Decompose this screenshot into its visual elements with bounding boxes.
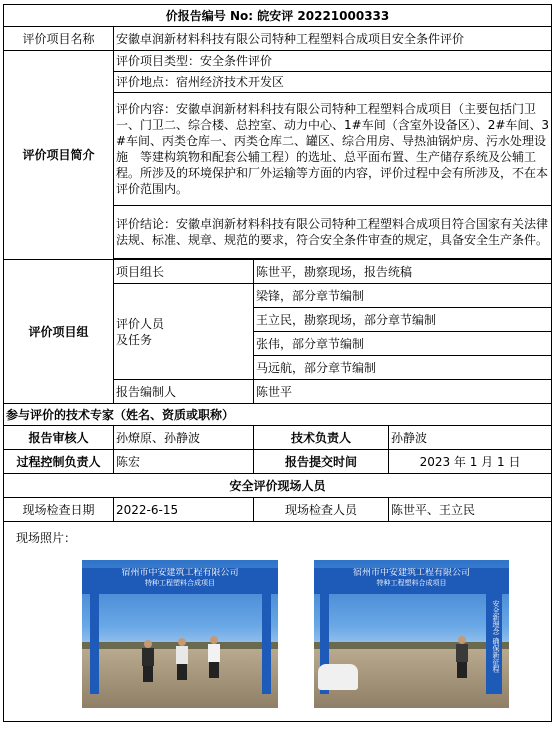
field-staff-header: 安全评价现场人员	[4, 474, 552, 498]
person-figure	[176, 638, 188, 680]
summary-content: 评价内容：安徽卓润新材料科技有限公司特种工程塑料合成项目（主要包括门卫一、门卫二、综合楼、总控室、动力中心、1#车间（含室外设备区）、2#车间、3#车间、丙类仓库一、丙类仓库二、罐区、综合用房、导热油锅炉房、污水处理设施 等建构筑物和配套公辅工程）的选址、总平面布置、生产储存系统及公辅工程。所涉及的环境保护和厂外运输等方面的内容，评价过程中会有所涉及，不在本评价范围内。	[114, 93, 552, 206]
tech-lead-label: 技术负责人	[254, 426, 389, 450]
gate-sign-line2: 特种工程塑料合成项目	[376, 579, 447, 587]
field-date-value: 2022-6-15	[114, 498, 254, 522]
person-figure	[208, 636, 220, 678]
process-control-value: 陈宏	[114, 450, 254, 474]
report-info-table	[3, 4, 552, 722]
summary-conclusion: 评价结论：安徽卓润新材料科技有限公司特种工程塑料合成项目符合国家有关法律法规、标准、规章、规范的要求，符合安全条件审查的规定，具备安全生产条件。	[114, 206, 552, 259]
side-slogan: 安全新理念 确保新征程	[492, 600, 500, 673]
member-row: 马远航，部分章节编制	[254, 356, 552, 380]
members-label: 评价人员 及任务	[114, 284, 254, 380]
summary-type: 评价项目类型：安全条件评价	[114, 51, 552, 72]
parked-car	[318, 664, 358, 690]
summary-label: 评价项目简介	[4, 51, 114, 260]
leader-value: 陈世平，勘察现场，报告统稿	[254, 260, 552, 284]
person-figure	[142, 640, 154, 682]
member-row: 王立民，勘察现场，部分章节编制	[254, 308, 552, 332]
project-name-value: 安徽卓润新材料科技有限公司特种工程塑料合成项目安全条件评价	[114, 27, 552, 51]
gate-sign-line1: 宿州市中安建筑工程有限公司	[121, 568, 239, 578]
gate-sign-line2: 特种工程塑料合成项目	[145, 579, 215, 587]
team-label: 评价项目组	[4, 260, 114, 404]
site-photo-2	[314, 560, 509, 708]
writer-value: 陈世平	[254, 380, 552, 404]
reviewer-value: 孙燎原、孙静波	[114, 426, 254, 450]
site-photo-1	[82, 560, 278, 708]
field-people-value: 陈世平、王立民	[389, 498, 552, 522]
member-row: 梁锋，部分章节编制	[254, 284, 552, 308]
member-row: 张伟，部分章节编制	[254, 332, 552, 356]
gate-sign-line1: 宿州市中安建筑工程有限公司	[352, 568, 470, 578]
project-name-label: 评价项目名称	[4, 27, 114, 51]
submit-time-value: 2023 年 1 月 1 日	[389, 450, 552, 474]
tech-lead-value: 孙静波	[389, 426, 552, 450]
field-photos-cell	[4, 522, 552, 722]
field-photos-label: 现场照片：	[16, 531, 77, 545]
process-control-label: 过程控制负责人	[4, 450, 114, 474]
submit-time-label: 报告提交时间	[254, 450, 389, 474]
report-number: 价报告编号 No: 皖安评 20221000333	[4, 5, 552, 27]
experts-label: 参与评价的技术专家（姓名、资质或职称）	[4, 404, 552, 426]
leader-label: 项目组长	[114, 260, 254, 284]
field-date-label: 现场检查日期	[4, 498, 114, 522]
summary-location: 评价地点：宿州经济技术开发区	[114, 72, 552, 93]
reviewer-label: 报告审核人	[4, 426, 114, 450]
writer-label: 报告编制人	[114, 380, 254, 404]
person-figure	[456, 636, 468, 678]
field-people-label: 现场检查人员	[254, 498, 389, 522]
